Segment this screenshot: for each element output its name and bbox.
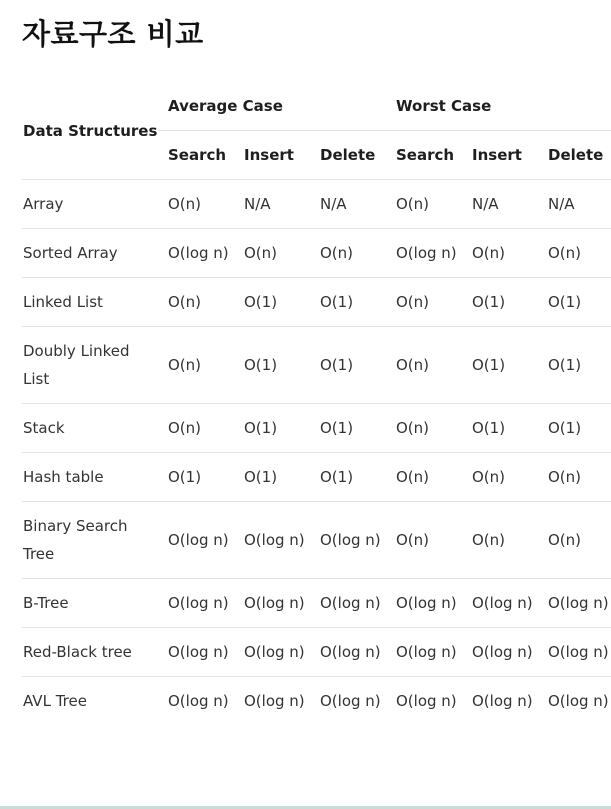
row-name: B-Tree: [22, 579, 158, 628]
header-op: Insert: [462, 131, 538, 180]
header-op: Delete: [310, 131, 386, 180]
complexity-cell: N/A: [538, 180, 611, 229]
table-row: [22, 502, 611, 579]
complexity-cell: O(log n): [386, 229, 462, 278]
complexity-cell: O(log n): [310, 628, 386, 677]
complexity-cell: O(log n): [538, 579, 611, 628]
row-name: AVL Tree: [23, 692, 87, 710]
complexity-cell: O(log n): [386, 579, 462, 628]
table-row: [22, 677, 611, 726]
header-average-case: Average Case: [158, 82, 386, 131]
table-body: [22, 180, 611, 726]
complexity-cell: O(log n): [168, 692, 229, 710]
complexity-cell: O(n): [462, 453, 538, 502]
row-name: Linked List: [22, 278, 158, 327]
table-row: [22, 229, 611, 278]
complexity-cell: O(1): [234, 278, 310, 327]
row-name: Red-Black tree: [22, 628, 158, 677]
row-name: Array: [22, 180, 158, 229]
complexity-cell: O(log n): [548, 692, 609, 710]
row-name: Stack: [22, 404, 158, 453]
row-name: Hash table: [22, 453, 158, 502]
complexity-cell: O(1): [538, 404, 611, 453]
complexity-cell: O(1): [158, 453, 234, 502]
complexity-cell: O(n): [386, 404, 462, 453]
table-row: [22, 180, 611, 229]
complexity-cell: O(n): [158, 404, 234, 453]
complexity-cell: O(log n): [472, 692, 533, 710]
complexity-cell: O(1): [234, 327, 310, 404]
row-name: Sorted Array: [22, 229, 158, 278]
complexity-cell: O(log n): [158, 579, 234, 628]
complexity-cell: O(log n): [234, 579, 310, 628]
complexity-cell: O(log n): [310, 502, 386, 579]
complexity-cell: O(log n): [396, 692, 457, 710]
complexity-cell: O(1): [462, 327, 538, 404]
complexity-cell: O(n): [158, 327, 234, 404]
page-title: 자료구조 비교: [22, 17, 204, 51]
row-name: Doubly Linked List: [22, 327, 158, 404]
complexity-cell: O(log n): [320, 692, 381, 710]
complexity-cell: O(n): [386, 502, 462, 579]
complexity-cell: O(n): [386, 453, 462, 502]
complexity-cell: O(n): [234, 229, 310, 278]
header-data-structures: Data Structures: [22, 82, 158, 180]
complexity-cell: O(log n): [158, 229, 234, 278]
complexity-cell: O(1): [538, 278, 611, 327]
complexity-cell: O(n): [462, 229, 538, 278]
header-op: Delete: [538, 131, 611, 180]
complexity-cell: O(log n): [462, 579, 538, 628]
complexity-cell: O(1): [234, 453, 310, 502]
table-row: [22, 327, 611, 404]
complexity-cell: O(log n): [538, 628, 611, 677]
complexity-cell: O(1): [310, 453, 386, 502]
complexity-cell: O(1): [310, 278, 386, 327]
complexity-cell: O(n): [386, 327, 462, 404]
complexity-cell: O(n): [538, 453, 611, 502]
complexity-cell: N/A: [234, 180, 310, 229]
complexity-cell: O(n): [538, 229, 611, 278]
complexity-cell: O(log n): [244, 692, 305, 710]
complexity-cell: O(1): [538, 327, 611, 404]
complexity-cell: O(1): [310, 404, 386, 453]
row-name: Binary Search Tree: [22, 502, 158, 579]
complexity-cell: O(n): [462, 502, 538, 579]
table-header: [22, 82, 611, 180]
complexity-cell: O(n): [158, 180, 234, 229]
complexity-table: [22, 82, 611, 725]
complexity-cell: O(1): [462, 278, 538, 327]
complexity-cell: O(n): [538, 502, 611, 579]
complexity-cell: O(1): [462, 404, 538, 453]
table-row: [22, 453, 611, 502]
complexity-cell: O(log n): [234, 502, 310, 579]
complexity-cell: O(n): [386, 180, 462, 229]
complexity-cell: O(log n): [158, 502, 234, 579]
header-op: Search: [386, 131, 462, 180]
complexity-cell: O(n): [310, 229, 386, 278]
table-row: [22, 628, 611, 677]
complexity-cell: O(log n): [158, 628, 234, 677]
header-op: Search: [158, 131, 234, 180]
table-row: [22, 579, 611, 628]
header-group-row: [22, 82, 611, 131]
complexity-cell: N/A: [310, 180, 386, 229]
table-row: [22, 278, 611, 327]
complexity-cell: O(n): [158, 278, 234, 327]
complexity-cell: O(log n): [462, 628, 538, 677]
table-row: [22, 404, 611, 453]
complexity-cell: O(n): [386, 278, 462, 327]
complexity-cell: O(log n): [386, 628, 462, 677]
complexity-cell: O(log n): [234, 628, 310, 677]
header-op: Insert: [234, 131, 310, 180]
header-worst-case: Worst Case: [386, 82, 611, 131]
complexity-cell: O(log n): [310, 579, 386, 628]
complexity-cell: O(1): [234, 404, 310, 453]
complexity-cell: O(1): [310, 327, 386, 404]
complexity-cell: N/A: [462, 180, 538, 229]
